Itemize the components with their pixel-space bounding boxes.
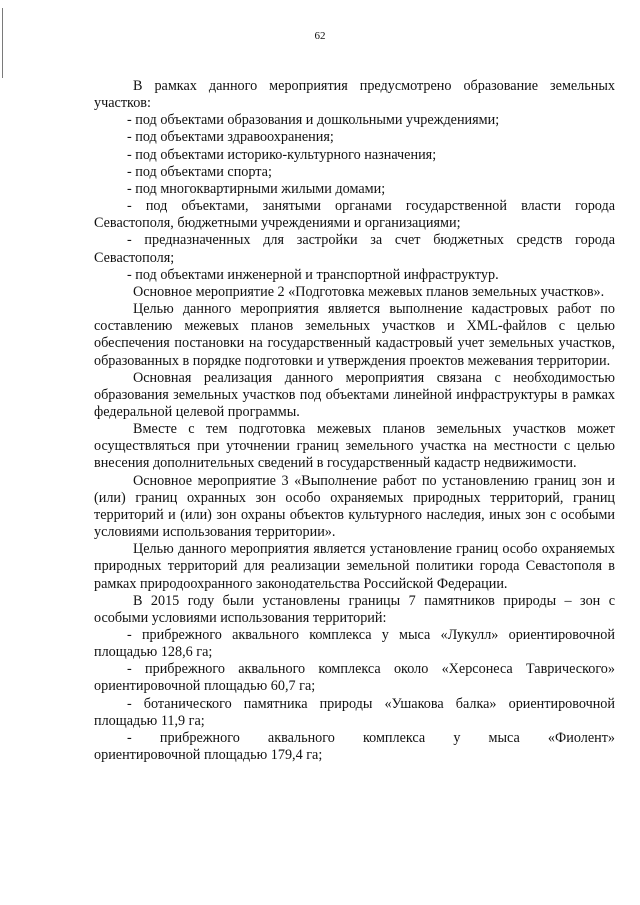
list-item: - под объектами инженерной и транспортной инфраструктур.: [127, 266, 499, 283]
list-item: - прибрежного аквального комплекса около «Херсонеса Таврического» ориентировочной площадью 60,7 га;: [94, 661, 615, 695]
paragraph: В 2015 году были установлены границы 7 памятников природы – зон с особыми условиями использования территорий:: [94, 592, 615, 626]
page-number: 62: [314, 30, 326, 42]
list-item: - под многоквартирными жилыми домами;: [127, 180, 386, 197]
paragraph: Основная реализация данного мероприятия связана с необходимостью образования земельных участков под объектами линейной инфраструктуры в рамках федеральной целевой программы.: [94, 369, 615, 420]
list-item: - прибрежного аквального комплекса у мыса «Фиолент»: [127, 729, 615, 746]
list-item: - прибрежного аквального комплекса у мыса «Лукулл» ориентировочной площадью 128,6 га;: [94, 627, 615, 661]
paragraph: Целью данного мероприятия является установление границ особо охраняемых природных территорий для реализации земельной политики города Севастополя в рамках природоохранного законодательства Российской Федерации.: [94, 541, 615, 592]
list-item: - под объектами спорта;: [127, 163, 272, 180]
paragraph: В рамках данного мероприятия предусмотрено образование земельных участков:: [94, 78, 615, 112]
paragraph: Основное мероприятие 3 «Выполнение работ по установлению границ зон и (или) границ охранных зон особо охраняемых природных территорий, границ территорий и (или) зон охраны объектов культурного наследия, иных зон с особыми условиями использования территории».: [94, 472, 615, 541]
list-item: - под объектами историко-культурного назначения;: [127, 146, 437, 163]
list-item: - ботанического памятника природы «Ушакова балка» ориентировочной площадью 11,9 га;: [94, 695, 615, 729]
paragraph: Вместе с тем подготовка межевых планов земельных участков может осуществляться при уточнении границ земельного участка на местности с целью внесения дополнительных сведений в государственный кадастр недвижимости.: [94, 421, 615, 472]
document-body: [94, 78, 615, 764]
scan-edge-line: [2, 8, 3, 78]
list-item: - под объектами, занятыми органами государственной власти города Севастополя, бюджетными учреждениями и организациями;: [94, 198, 615, 232]
list-item: - предназначенных для застройки за счет бюджетных средств города Севастополя;: [94, 232, 615, 266]
paragraph: Основное мероприятие 2 «Подготовка межевых планов земельных участков».: [133, 283, 605, 300]
list-item: - под объектами образования и дошкольными учреждениями;: [127, 112, 500, 129]
list-item-continuation: ориентировочной площадью 179,4 га;: [94, 747, 323, 764]
list-item: - под объектами здравоохранения;: [127, 129, 334, 146]
paragraph: Целью данного мероприятия является выполнение кадастровых работ по составлению межевых планов земельных участков и XML-файлов с целью обеспечения постановки на государственный кадастровый учет земельных участков, образованных в порядке подготовки и утверждения проектов межевания территории.: [94, 301, 615, 369]
